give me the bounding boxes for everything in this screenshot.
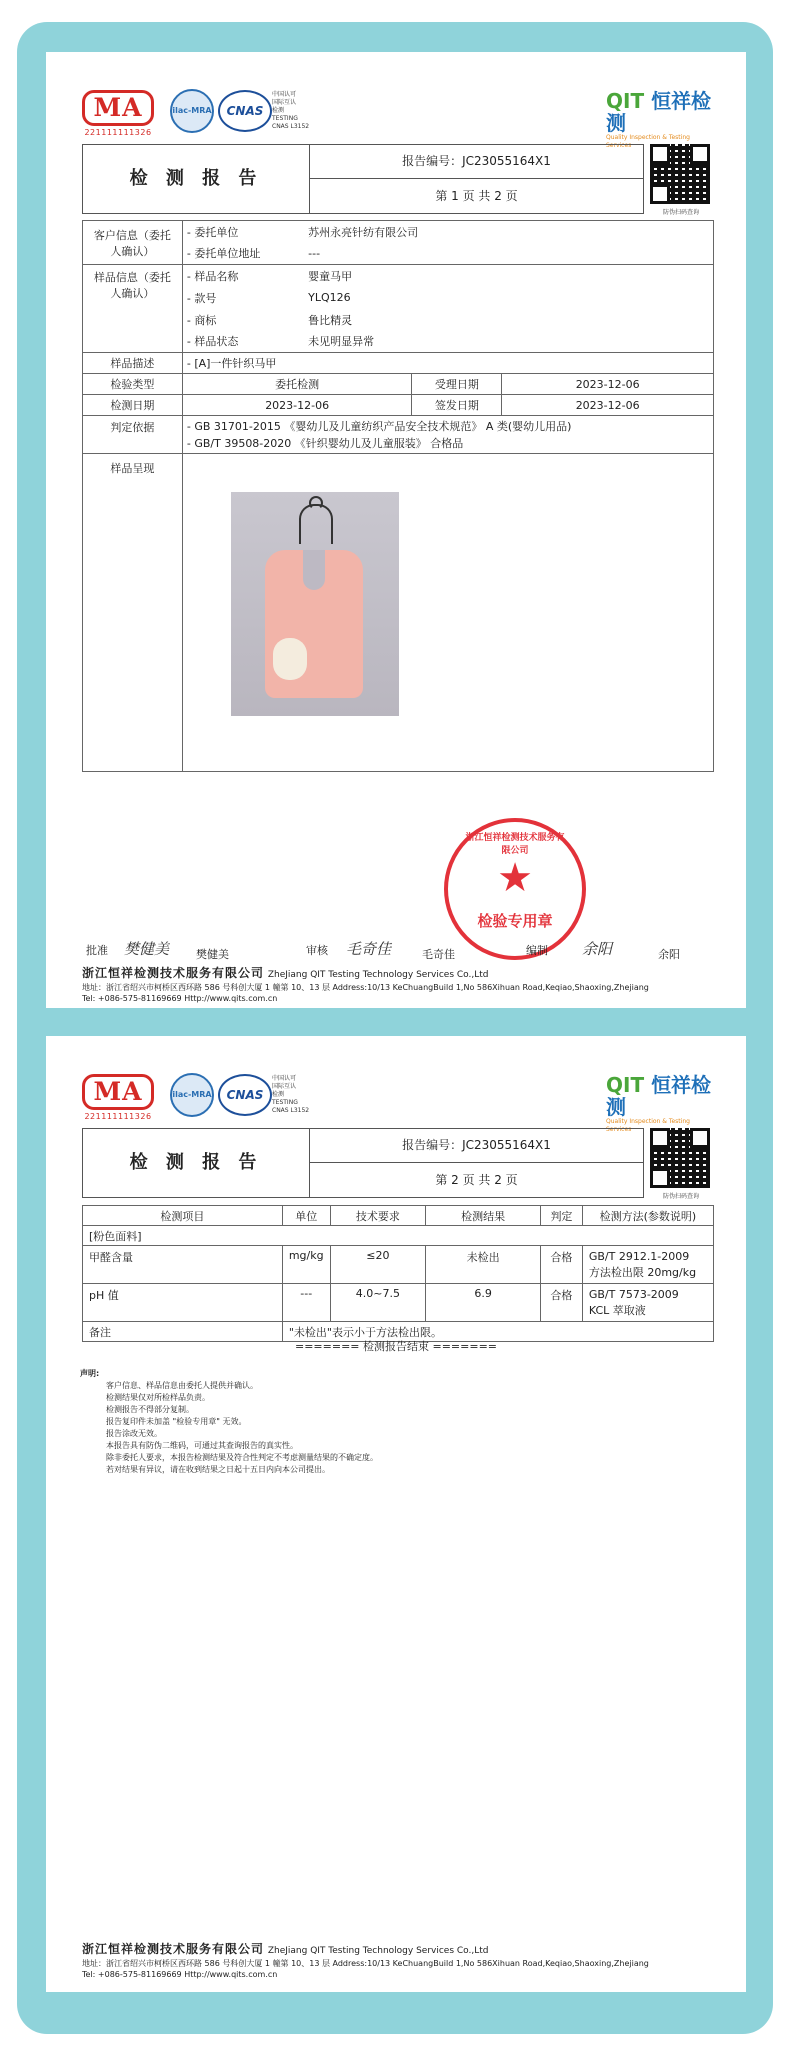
compile-signature: 余阳 — [582, 940, 613, 958]
qit-tagline: Quality Inspection & Testing Services — [606, 1118, 690, 1133]
result-method — [582, 1246, 713, 1284]
review-signature: 毛奇佳 — [346, 940, 392, 958]
cma-logo — [82, 90, 154, 137]
result-method — [582, 1284, 713, 1322]
result-requirement: 4.0~7.5 — [330, 1284, 426, 1322]
cnas-line: 中国认可 — [272, 1075, 297, 1082]
client-info-label: 客户信息（委托人确认） — [83, 221, 183, 265]
contact-line: Tel: +086-575-81169669 Http://www.qits.com.cn — [82, 1970, 278, 1979]
client-field-value: 苏州永亮针纺有限公司 — [302, 221, 713, 243]
bear-applique-image — [273, 638, 307, 680]
result-item: pH 值 — [83, 1284, 283, 1322]
cma-logo-text: MA — [82, 90, 154, 126]
table-row — [83, 353, 714, 374]
column-header: 检测方法(参数说明) — [582, 1206, 713, 1226]
inspect-type-value: 委托检测 — [182, 374, 412, 395]
ilac-mra-logo — [170, 89, 214, 133]
cnas-accreditation-text — [272, 1075, 312, 1115]
company-address — [82, 982, 649, 1004]
company-name-en: ZheJiang QIT Testing Technology Services Co.,Ltd — [267, 970, 489, 980]
test-date-value: 2023-12-06 — [182, 395, 412, 416]
results-table — [82, 1205, 714, 1342]
approve-name: 樊健美 — [196, 948, 229, 961]
company-name-cn: 浙江恒祥检测技术服务有限公司 — [82, 1942, 265, 1956]
qit-logo-cn: 恒祥检测 — [606, 1073, 712, 1119]
cnas-logo-text: CNAS — [226, 104, 264, 118]
pink-vest-image — [265, 550, 363, 698]
sample-desc-value: - [A]一件针织马甲 — [182, 353, 713, 374]
report-header-box — [82, 1128, 644, 1198]
cnas-logo — [218, 1074, 272, 1116]
qit-logo — [606, 90, 716, 150]
approve-signature: 樊健美 — [124, 940, 170, 958]
ilac-logo-text: ilac-MRA — [172, 1090, 212, 1099]
client-field-label: - 委托单位地址 — [182, 243, 302, 265]
sample-info-label: 样品信息（委托人确认） — [83, 265, 183, 353]
sample-field-label: - 样品状态 — [182, 331, 302, 353]
result-value: 6.9 — [426, 1284, 541, 1322]
client-field-value: --- — [302, 243, 713, 265]
column-header: 检测项目 — [83, 1206, 283, 1226]
method-line: 方法检出限 20mg/kg — [588, 1265, 697, 1279]
column-header: 判定 — [541, 1206, 583, 1226]
cnas-line: TESTING — [272, 1099, 298, 1106]
cnas-logo-text: CNAS — [226, 1088, 264, 1102]
sample-field-value: 婴童马甲 — [302, 265, 713, 287]
table-row — [83, 416, 714, 454]
sample-field-value: 未见明显异常 — [302, 331, 713, 353]
approve-label: 批准 — [86, 944, 108, 957]
declaration-line: 本报告具有防伪二维码，可通过其查询报告的真实性。 — [106, 1441, 298, 1450]
cma-number: 221111111326 — [84, 128, 152, 137]
ilac-logo-text: ilac-MRA — [172, 106, 212, 115]
report-title: 检 测 报 告 — [83, 145, 310, 213]
cnas-line: 国际互认 — [272, 1083, 297, 1090]
page-indicator: 第 2 页 共 2 页 — [435, 1173, 518, 1187]
cma-logo-text: MA — [82, 1074, 154, 1110]
declaration-line: 若对结果有异议，请在收到结果之日起十五日内向本公司提出。 — [106, 1465, 330, 1474]
report-number: 报告编号：JC23055164X1 — [310, 145, 643, 179]
address-line: 地址：浙江省绍兴市柯桥区西环路 586 号科创大厦 1 幢第 10、13 层 Address:10/13 KeChuangBuild 1,No 586Xihuan Road,Keqiao,Shaoxing,Zhejiang — [82, 1959, 649, 1968]
report-page-2 — [46, 1036, 746, 1992]
table-row — [83, 265, 714, 287]
declaration-line: 检测报告不得部分复制。 — [106, 1405, 194, 1414]
report-title: 检 测 报 告 — [83, 1129, 310, 1197]
table-row — [83, 1284, 714, 1322]
company-name — [82, 1940, 489, 1957]
result-unit: mg/kg — [282, 1246, 330, 1284]
declaration-line: 报告涂改无效。 — [106, 1429, 162, 1438]
cnas-line: 检测 — [272, 1091, 285, 1098]
result-requirement: ≤20 — [330, 1246, 426, 1284]
declaration-line: 除非委托人要求，本报告检测结果及符合性判定不考虑测量结果的不确定度。 — [106, 1453, 378, 1462]
report-number: 报告编号：JC23055164X1 — [310, 1129, 643, 1163]
declaration-line: 检测结果仅对所检样品负责。 — [106, 1393, 210, 1402]
sample-field-value: YLQ126 — [302, 287, 713, 309]
issue-date-value: 2023-12-06 — [502, 395, 714, 416]
result-value: 未检出 — [426, 1246, 541, 1284]
company-name-en: ZheJiang QIT Testing Technology Services Co.,Ltd — [267, 1946, 489, 1956]
compile-label: 编制 — [526, 944, 548, 957]
cnas-accreditation-text — [272, 91, 312, 131]
address-line: 地址：浙江省绍兴市柯桥区西环路 586 号科创大厦 1 幢第 10、13 层 Address:10/13 KeChuangBuild 1,No 586Xihuan Road,Keqiao,Shaoxing,Zhejiang — [82, 983, 649, 992]
cnas-line: 检测 — [272, 107, 285, 114]
method-line: GB/T 2912.1-2009 — [588, 1249, 690, 1263]
cnas-logo — [218, 90, 272, 132]
qit-logo — [606, 1074, 716, 1134]
compile-name: 余阳 — [658, 948, 680, 961]
declaration-title: 声明: — [80, 1369, 100, 1378]
ilac-mra-logo — [170, 1073, 214, 1117]
hanger-icon — [299, 504, 333, 544]
method-line: KCL 萃取液 — [588, 1303, 646, 1317]
sample-field-label: - 商标 — [182, 309, 302, 331]
company-address — [82, 1958, 649, 1980]
table-row — [83, 374, 714, 395]
sample-field-label: - 样品名称 — [182, 265, 302, 287]
test-date-label: 检测日期 — [83, 395, 183, 416]
contact-line: Tel: +086-575-81169669 Http://www.qits.com.cn — [82, 994, 278, 1003]
sample-field-value: 鲁比精灵 — [302, 309, 713, 331]
seal-star-icon: ★ — [497, 855, 533, 901]
cma-logo — [82, 1074, 154, 1121]
result-judgement: 合格 — [541, 1284, 583, 1322]
company-name — [82, 964, 489, 981]
note-label-text: 备注 — [89, 1325, 111, 1339]
accept-date-value: 2023-12-06 — [502, 374, 714, 395]
basis-value — [182, 416, 713, 454]
result-item: 甲醛含量 — [83, 1246, 283, 1284]
inspect-type-label: 检验类型 — [83, 374, 183, 395]
qit-logo-text: QIT — [606, 89, 645, 113]
company-name-cn: 浙江恒祥检测技术服务有限公司 — [82, 966, 265, 980]
official-seal — [444, 818, 586, 960]
basis-label: 判定依据 — [83, 416, 183, 454]
seal-ring-text: 浙江恒祥检测技术服务有限公司 — [465, 833, 565, 856]
client-field-label: - 委托单位 — [182, 221, 302, 243]
declaration-line: 客户信息、样品信息由委托人提供并确认。 — [106, 1381, 258, 1390]
cma-number: 221111111326 — [84, 1112, 152, 1121]
report-page-1 — [46, 52, 746, 1008]
table-row — [83, 221, 714, 243]
declaration-line: 报告复印件未加盖 "检验专用章" 无效。 — [106, 1417, 247, 1426]
table-row — [83, 1246, 714, 1284]
qr-caption: 防伪扫码查询 — [662, 1193, 699, 1200]
qr-code[interactable] — [650, 144, 710, 204]
table-row — [83, 1226, 714, 1246]
cnas-line: CNAS L3152 — [272, 1107, 310, 1114]
report-header-box — [82, 144, 644, 214]
declaration — [80, 1368, 378, 1476]
report-end-line: ======= 检测报告结束 ======= — [294, 1340, 498, 1353]
issue-date-label: 签发日期 — [412, 395, 502, 416]
qr-caption: 防伪扫码查询 — [662, 209, 699, 216]
method-line: GB/T 7573-2009 — [588, 1287, 679, 1301]
seal-text: 检验专用章 — [477, 912, 553, 930]
cnas-line: TESTING — [272, 115, 298, 122]
column-header: 单位 — [282, 1206, 330, 1226]
column-header: 技术要求 — [330, 1206, 426, 1226]
sample-photo — [231, 492, 399, 716]
review-name: 毛奇佳 — [422, 948, 455, 961]
result-unit: --- — [282, 1284, 330, 1322]
column-header: 检测结果 — [426, 1206, 541, 1226]
review-label: 审核 — [306, 944, 328, 957]
sample-field-label: - 款号 — [182, 287, 302, 309]
qit-tagline: Quality Inspection & Testing Services — [606, 134, 690, 149]
result-judgement: 合格 — [541, 1246, 583, 1284]
cnas-line: 中国认可 — [272, 91, 297, 98]
page-indicator: 第 1 页 共 2 页 — [435, 189, 518, 203]
cnas-line: 国际互认 — [272, 99, 297, 106]
qit-logo-cn: 恒祥检测 — [606, 89, 712, 135]
note-value: "未检出"表示小于方法检出限。 — [282, 1322, 713, 1342]
basis-line: - GB/T 39508-2020 《针织婴幼儿及儿童服装》 合格品 — [186, 436, 464, 450]
basis-line: - GB 31701-2015 《婴幼儿及儿童纺织产品安全技术规范》 A 类(婴幼儿用品) — [186, 419, 572, 433]
table-row — [83, 395, 714, 416]
table-header-row — [83, 1206, 714, 1226]
section-label: [粉色面料] — [83, 1226, 714, 1246]
qit-logo-text: QIT — [606, 1073, 645, 1097]
accept-date-label: 受理日期 — [412, 374, 502, 395]
qr-code[interactable] — [650, 1128, 710, 1188]
present-label: 样品呈现 — [83, 454, 183, 772]
sample-desc-label: 样品描述 — [83, 353, 183, 374]
cnas-line: CNAS L3152 — [272, 123, 310, 130]
